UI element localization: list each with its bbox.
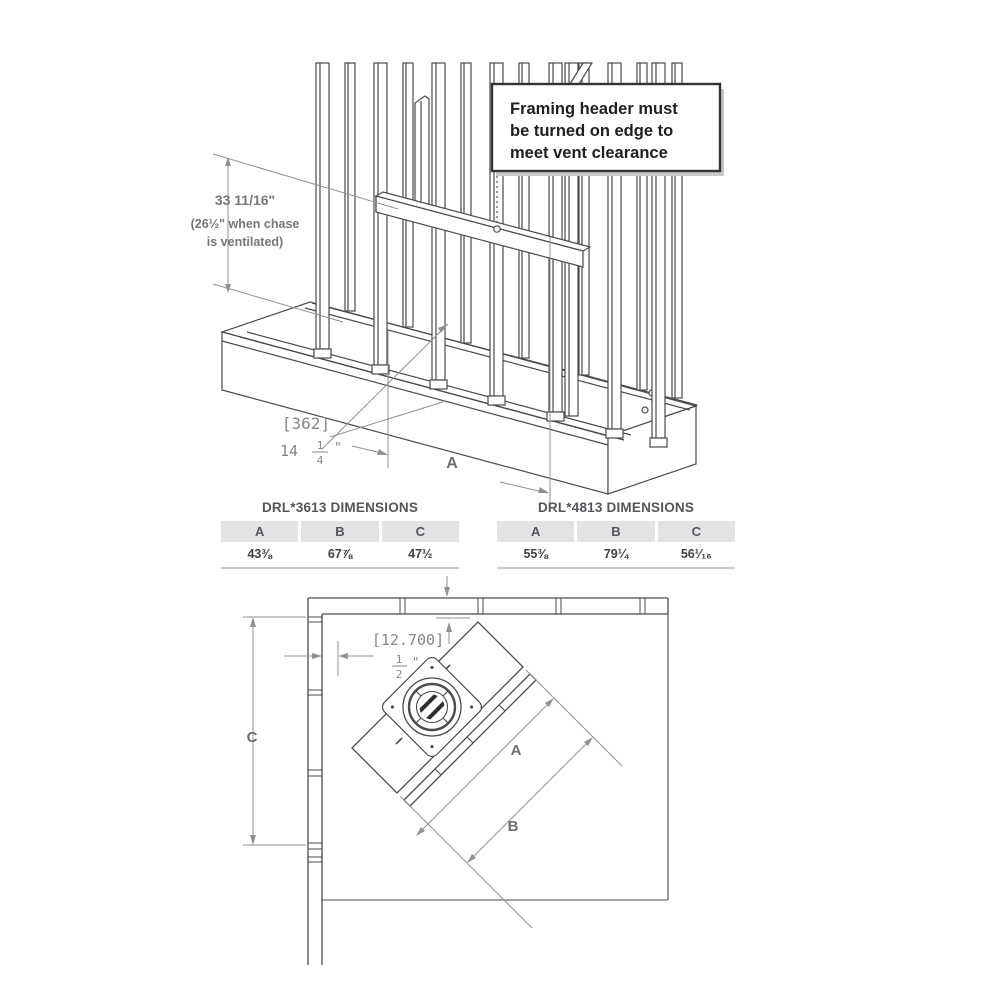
- table-header-row: [221, 521, 459, 542]
- value-c: 56¹⁄₁₆: [680, 547, 712, 561]
- col-header-c: C: [658, 521, 735, 542]
- gap-dim-unit: ": [412, 655, 420, 669]
- value-c: 47½: [408, 547, 433, 561]
- height-dim-value: 33 11/16": [214, 192, 276, 208]
- arrowhead: [250, 617, 256, 627]
- dim-label-a: A: [510, 742, 522, 759]
- arrowhead: [446, 622, 452, 632]
- dim-label-a-top: A: [446, 455, 458, 472]
- gap-dim-metric: [12.700]: [371, 631, 445, 649]
- arrowhead: [444, 587, 450, 597]
- table-drl4813: [497, 500, 735, 569]
- table-bottom-rule: [221, 567, 459, 569]
- table-value-row: [221, 542, 459, 566]
- left-wall: [308, 598, 322, 965]
- dim-label-b: B: [507, 818, 519, 835]
- depth-dim-frac-num: 1: [316, 439, 324, 452]
- table-drl3613: [221, 500, 459, 569]
- table-title: DRL*4813 DIMENSIONS: [537, 500, 695, 515]
- col-header-c: C: [382, 521, 459, 542]
- col-header-b: B: [301, 521, 378, 542]
- dim-label-c: C: [246, 729, 258, 746]
- table-value-row: [497, 542, 735, 566]
- arrowhead: [377, 449, 388, 455]
- col-header-a: A: [221, 521, 298, 542]
- value-a: 43⅜: [247, 547, 272, 561]
- depth-dim-unit: ": [334, 441, 342, 456]
- col-header-a: A: [497, 521, 574, 542]
- depth-dim-metric: [362]: [281, 414, 331, 433]
- plumb-bob: [494, 226, 500, 232]
- callout-line-2: be turned on edge to: [510, 122, 674, 140]
- height-dim-note-1: (26½" when chase: [190, 217, 300, 231]
- platform-base: [222, 302, 697, 494]
- cut-stud: [415, 96, 429, 210]
- arrowhead: [312, 653, 322, 659]
- arrowhead: [538, 487, 549, 493]
- depth-dim-frac-den: 4: [316, 454, 324, 467]
- height-dim-note-2: is ventilated): [206, 235, 284, 249]
- callout-line-3: meet vent clearance: [510, 144, 668, 162]
- value-b: 79¼: [603, 547, 629, 561]
- pipe-end: [642, 407, 648, 413]
- value-b: 67⅞: [327, 547, 353, 561]
- gap-dim-frac-den: 2: [395, 668, 403, 681]
- top-wall: [308, 598, 668, 614]
- arrowhead: [338, 653, 348, 659]
- corner-plan-diagram: [308, 598, 668, 965]
- depth-dim-whole: 14: [279, 442, 298, 460]
- callout-line-1: Framing header must: [510, 100, 678, 118]
- table-header-row: [497, 521, 735, 542]
- callout: [492, 84, 724, 176]
- value-a: 55⅜: [523, 547, 548, 561]
- arrowhead: [250, 835, 256, 845]
- table-title: DRL*3613 DIMENSIONS: [261, 500, 419, 515]
- table-bottom-rule: [497, 567, 735, 569]
- gap-dim-frac-num: 1: [395, 653, 403, 666]
- col-header-b: B: [577, 521, 654, 542]
